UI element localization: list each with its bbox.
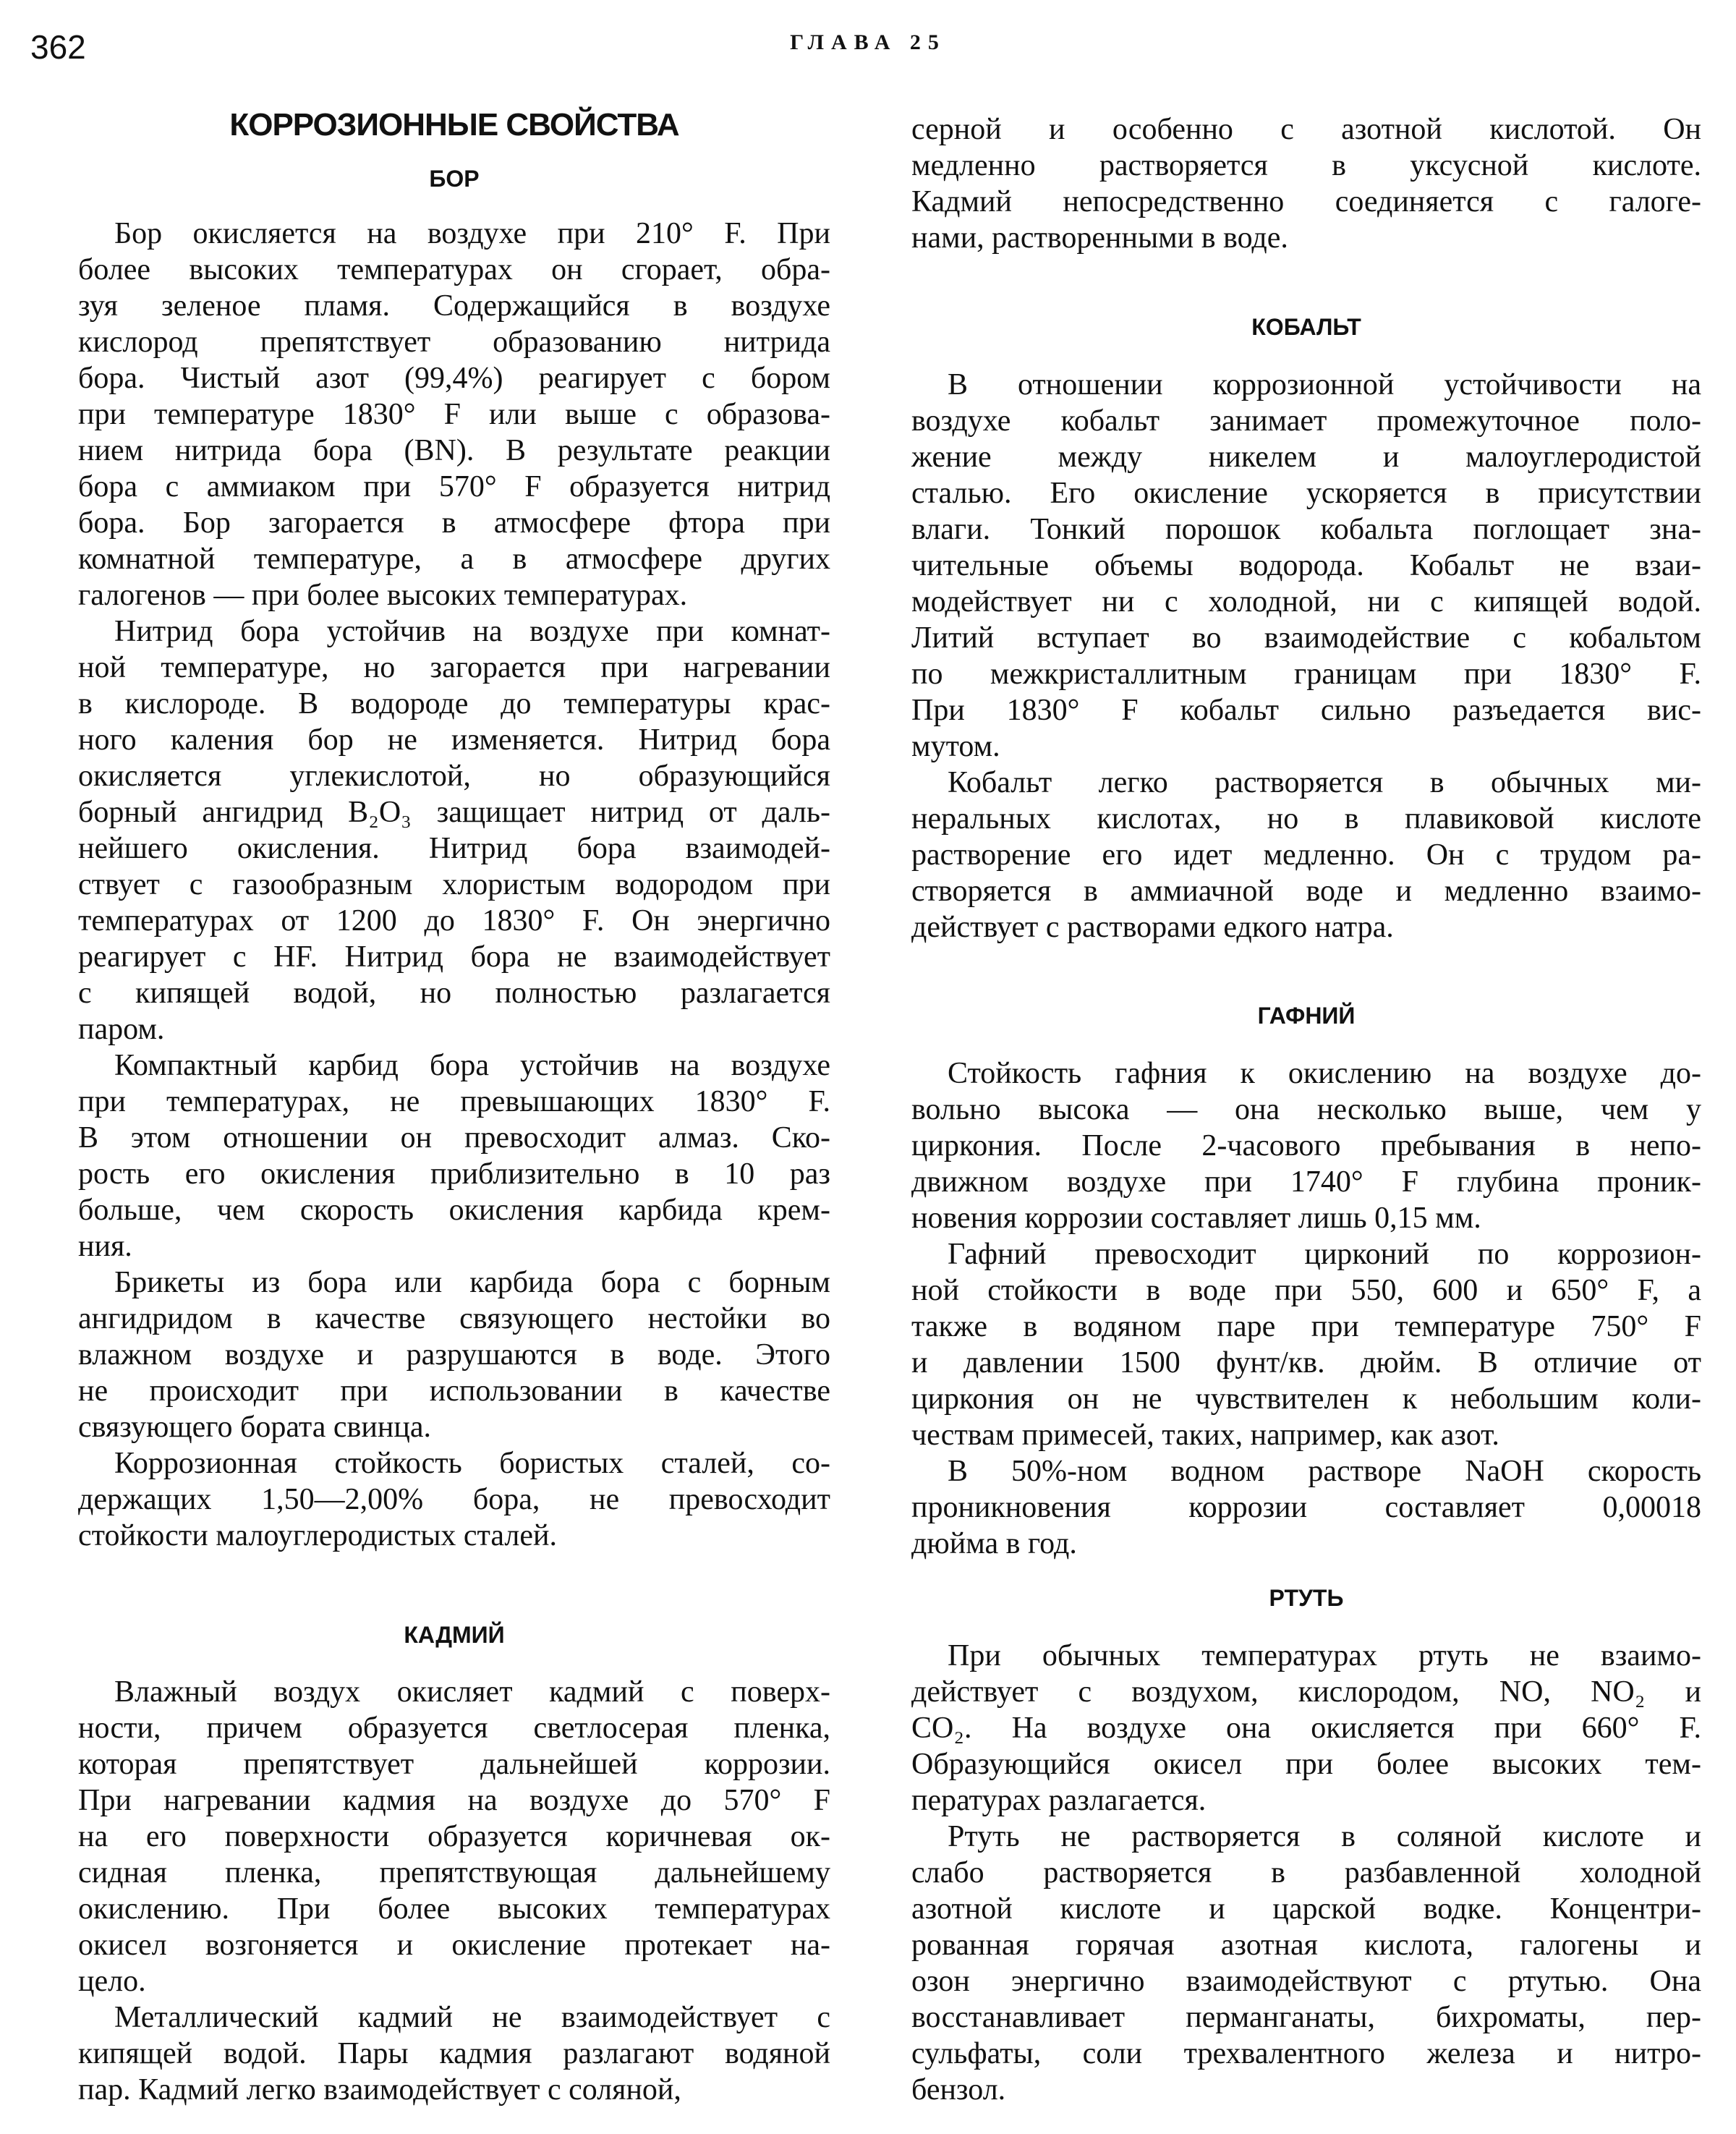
text-line: Влажный воздух окисляет кадмий с поверх- (114, 1675, 830, 1709)
section-heading-kobalt: КОБАЛЬТ (1251, 314, 1361, 340)
text-line: Стойкость гафния к окислению на воздухе до- (948, 1057, 1701, 1090)
text-line: растворение его идет медленно. Он с трудом ра- (911, 838, 1701, 872)
text-line: неральных кислотах, но в плавиковой кислоте (911, 802, 1701, 836)
section-kobalt (911, 309, 1701, 945)
text-line: При 1830° F кобальт сильно разъедается вис- (911, 694, 1701, 727)
text-line: паром. (78, 1013, 165, 1046)
paragraph (911, 367, 1701, 765)
text-line: бора. Бор загорается в атмосфере фтора при (78, 506, 830, 540)
text-line: комнатной температуре, а в атмосфере других (78, 543, 830, 576)
text-line: на его поверхности образуется коричневая ок- (78, 1820, 830, 1853)
text-line: ной температуре, но загорается при нагревании (78, 651, 830, 684)
text-line: кислород препятствует образованию нитрида (78, 326, 830, 359)
text-line: по межкристаллитным границам при 1830° F. (911, 658, 1701, 691)
text-line: жение между никелем и малоуглеродистой (911, 441, 1701, 474)
text-line: не происходит при использовании в качестве (78, 1374, 830, 1408)
text-line: чествам примесей, таких, например, как азот. (911, 1419, 1499, 1452)
text-line: нами, растворенными в воде. (911, 221, 1288, 255)
text-line: стойкости малоуглеродистых сталей. (78, 1519, 558, 1552)
text-line: Компактный карбид бора устойчив на воздухе (114, 1049, 830, 1082)
text-line: также в водяном паре при температуре 750° F (911, 1310, 1701, 1343)
text-line: ствует с газообразным хлористым водородом при (78, 868, 830, 901)
running-head: ГЛАВА 25 (790, 30, 946, 54)
text-line: бензол. (911, 2073, 1006, 2107)
text-line: Ртуть не растворяется в соляной кислоте и (948, 1820, 1701, 1853)
text-line: при температуре 1830° F или выше с образова- (78, 398, 830, 431)
text-line: борный ангидрид B₂O₃ защищает нитрид от даль- (78, 796, 830, 829)
section-heading-gafniy: ГАФНИЙ (1257, 1003, 1356, 1029)
text-line: бора с аммиаком при 570° F образуется нитрид (78, 470, 830, 503)
paragraph (911, 1638, 1701, 1819)
text-line: цело. (78, 1965, 146, 1998)
paragraph (78, 1047, 830, 1264)
text-line: створяется в аммиачной воде и медленно взаимо- (911, 875, 1701, 908)
section-kadmiy (78, 1617, 830, 2108)
text-line: медленно растворяется в уксусной кислоте. (911, 149, 1701, 182)
text-line: кипящей водой. Пары кадмия разлагают водяной (78, 2037, 830, 2070)
text-line: больше, чем скорость окисления карбида крем- (78, 1194, 830, 1227)
text-line: слабо растворяется в разбавленной холодной (911, 1856, 1701, 1889)
page-title: КОРРОЗИОННЫЕ СВОЙСТВА (229, 107, 679, 143)
text-line: пературах разлагается. (911, 1784, 1207, 1817)
text-line: Брикеты из бора или карбида бора с борным (114, 1266, 830, 1299)
text-line: вольно высока — она несколько выше, чем у (911, 1093, 1701, 1126)
text-line: сидная пленка, препятствующая дальнейшему (78, 1856, 830, 1889)
text-line: Образующийся окисел при более высоких тем- (911, 1748, 1701, 1781)
text-line: новения коррозии составляет лишь 0,15 мм. (911, 1202, 1481, 1235)
text-line: реагирует с HF. Нитрид бора не взаимодействует (78, 940, 830, 974)
text-line: нейшего окисления. Нитрид бора взаимодей- (78, 832, 830, 865)
text-line: озон энергично взаимодействуют с ртутью. Она (911, 1965, 1701, 1998)
text-line: и давлении 1500 фунт/кв. дюйм. В отличие от (911, 1346, 1701, 1380)
text-line: влажном воздухе и разрушаются в воде. Этого (78, 1338, 830, 1372)
text-line: Металлический кадмий не взаимодействует с (114, 2001, 830, 2034)
section-heading-kadmiy: КАДМИЙ (404, 1622, 505, 1648)
paragraph (78, 1445, 830, 1554)
text-line: Бор окисляется на воздухе при 210° F. При (114, 217, 830, 250)
text-line: в кислороде. В водороде до температуры крас- (78, 687, 830, 720)
paragraph (911, 1819, 1701, 2108)
text-line: В отношении коррозионной устойчивости на (948, 368, 1701, 401)
text-line: влаги. Тонкий порошок кобальта поглощает зна- (911, 513, 1701, 546)
text-line: модействует ни с холодной, ни с кипящей водой. (911, 585, 1701, 618)
text-line: бора. Чистый азот (99,4%) реагирует с бором (78, 362, 830, 395)
text-line: движном воздухе при 1740° F глубина проник- (911, 1165, 1701, 1199)
paragraph (911, 1055, 1701, 1236)
text-line: нием нитрида бора (BN). В результате реакции (78, 434, 830, 467)
paragraph (78, 613, 830, 1047)
text-line: которая препятствует дальнейшей коррозии. (78, 1748, 830, 1781)
text-line: Нитрид бора устойчив на воздухе при комнат- (114, 615, 830, 648)
paragraph (911, 1236, 1701, 1453)
text-line: Кобальт легко растворяется в обычных ми- (948, 766, 1701, 799)
text-line: азотной кислоте и царской водке. Концентри- (911, 1892, 1701, 1926)
text-line: циркония он не чувствителен к небольшим коли- (911, 1382, 1701, 1416)
text-line: Кадмий непосредственно соединяется с галоге- (911, 185, 1701, 218)
text-line: ной стойкости в воде при 550, 600 и 650° F, а (911, 1274, 1701, 1307)
text-line: серной и особенно с азотной кислотой. Он (911, 113, 1701, 146)
text-line: рованная горячая азотная кислота, галогены и (911, 1929, 1701, 1962)
paragraph (78, 1674, 830, 1999)
section-body-bor (78, 216, 830, 1554)
text-line: При обычных температурах ртуть не взаимо- (948, 1639, 1701, 1672)
text-line: В этом отношении он превосходит алмаз. Ско- (78, 1121, 830, 1155)
text-line: окислению. При более высоких температурах (78, 1892, 830, 1926)
text-line: действует с растворами едкого натра. (911, 911, 1394, 944)
paragraph (78, 1999, 830, 2108)
section-heading-bor: БОР (429, 166, 480, 192)
text-line: воздухе кобальт занимает промежуточное поло- (911, 404, 1701, 438)
text-line: сульфаты, соли трехвалентного железа и нитро- (911, 2037, 1701, 2070)
text-line: более высоких температурах он сгорает, обра- (78, 253, 830, 286)
text-line: Коррозионная стойкость бористых сталей, со- (114, 1447, 830, 1480)
text-line: зуя зеленое пламя. Содержащийся в воздухе (78, 289, 830, 323)
paragraph (78, 216, 830, 613)
page-number: 362 (30, 28, 86, 66)
text-line: действует с воздухом, кислородом, NO, NO₂ и (911, 1675, 1701, 1709)
text-line: Литий вступает во взаимодействие с кобальтом (911, 621, 1701, 655)
text-line: окисел возгоняется и окисление протекает на- (78, 1929, 830, 1962)
section-body-kadmiy-continued (911, 111, 1701, 256)
text-line: чительные объемы водорода. Кобальт не взаи- (911, 549, 1701, 582)
section-body-gafniy (911, 1055, 1701, 1562)
text-line: при температурах, не превышающих 1830° F. (78, 1085, 830, 1118)
text-line: температурах от 1200 до 1830° F. Он энергично (78, 904, 830, 938)
text-line: с кипящей водой, но полностью разлагается (78, 977, 830, 1010)
text-line: В 50%-ном водном растворе NaOH скорость (948, 1455, 1701, 1488)
text-line: связующего бората свинца. (78, 1411, 431, 1444)
section-heading-rtut: РТУТЬ (1269, 1585, 1344, 1611)
section-kadmiy-continued (911, 111, 1701, 256)
text-line: ния. (78, 1230, 132, 1263)
text-line: При нагревании кадмия на воздухе до 570° F (78, 1784, 830, 1817)
text-line: держащих 1,50—2,00% бора, не превосходит (78, 1483, 830, 1516)
text-line: сталью. Его окисление ускоряется в присутствии (911, 477, 1701, 510)
section-gafniy (911, 998, 1701, 1562)
text-line: дюйма в год. (911, 1527, 1077, 1560)
section-body-kadmiy (78, 1674, 830, 2108)
section-body-kobalt (911, 367, 1701, 945)
text-line: мутом. (911, 730, 1000, 763)
text-line: восстанавливает перманганаты, бихроматы, пер- (911, 2001, 1701, 2034)
paragraph (78, 1264, 830, 1445)
text-line: ного каления бор не изменяется. Нитрид бора (78, 723, 830, 757)
paragraph (911, 1453, 1701, 1562)
paragraph (911, 765, 1701, 945)
text-line: окисляется углекислотой, но образующийся (78, 760, 830, 793)
text-line: проникновения коррозии составляет 0,00018 (911, 1491, 1701, 1524)
text-line: рость его окисления приблизительно в 10 раз (78, 1157, 830, 1191)
section-body-rtut (911, 1638, 1701, 2108)
text-line: ангидридом в качестве связующего нестойки во (78, 1302, 830, 1335)
text-line: галогенов — при более высоких температурах. (78, 579, 688, 612)
text-line: CO₂. На воздухе она окисляется при 660° F. (911, 1712, 1701, 1745)
section-bor (78, 107, 830, 1554)
text-line: Гафний превосходит цирконий по коррозион- (948, 1238, 1701, 1271)
paragraph (911, 111, 1701, 256)
text-line: циркония. После 2-часового пребывания в непо- (911, 1129, 1701, 1162)
section-rtut (911, 1580, 1701, 2108)
text-line: ности, причем образуется светлосерая пленка, (78, 1712, 830, 1745)
text-line: пар. Кадмий легко взаимодействует с соляной, (78, 2073, 681, 2107)
